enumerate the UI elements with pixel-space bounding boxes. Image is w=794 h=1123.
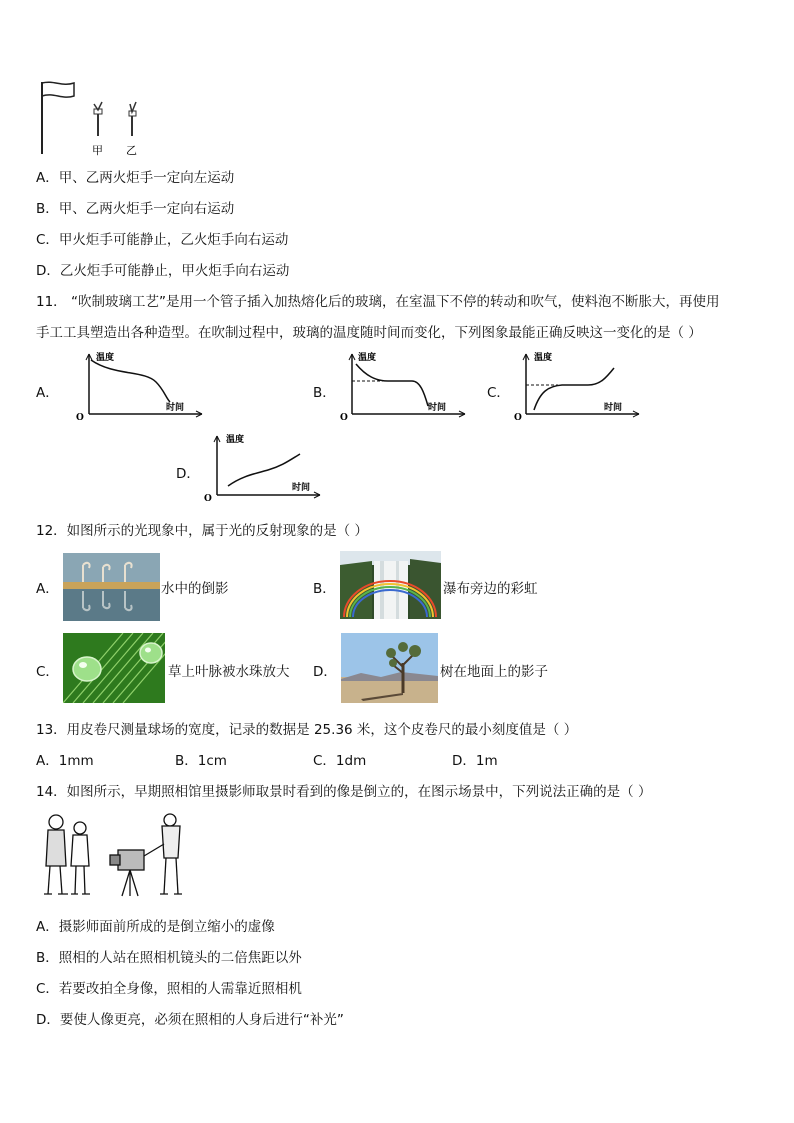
origin-label: O bbox=[340, 413, 348, 420]
torch-yi-icon bbox=[129, 102, 136, 136]
couple-icon bbox=[44, 815, 90, 894]
q11-option-d-letter[interactable]: D． bbox=[176, 466, 200, 482]
q14-stem: 14．如图所示，早期照相馆里摄影师取景时看到的像是倒立的，在图示场景中，下列说法正确的是（ ） bbox=[36, 784, 652, 800]
flag-icon bbox=[42, 82, 74, 97]
origin-label: O bbox=[514, 413, 522, 420]
q14-option-b[interactable]: B．照相的人站在照相机镜头的二倍焦距以外 bbox=[36, 950, 302, 966]
axis-y-label: 温度 bbox=[534, 353, 553, 363]
q11-option-c-letter[interactable]: C． bbox=[487, 385, 510, 401]
origin-label: O bbox=[76, 413, 84, 420]
q12-option-c-caption: 草上叶脉被水珠放大 bbox=[168, 664, 290, 680]
q10-option-b[interactable]: B．甲、乙两火炬手一定向右运动 bbox=[36, 201, 235, 217]
leaf-waterdrop-photo[interactable] bbox=[63, 633, 165, 703]
q12-option-d-caption: 树在地面上的影子 bbox=[440, 664, 548, 680]
label-yi: 乙 bbox=[126, 144, 137, 157]
photographer-camera-figure bbox=[40, 812, 190, 902]
q11-graph-c[interactable] bbox=[514, 350, 644, 420]
q12-option-c-letter[interactable]: C． bbox=[36, 664, 59, 680]
q13-option-c[interactable]: C．1dm bbox=[313, 753, 367, 769]
q14-option-c[interactable]: C．若要改拍全身像，照相的人需靠近照相机 bbox=[36, 981, 302, 997]
q11-stem-line1: 11． “吹制玻璃工艺”是用一个管子插入加热熔化后的玻璃，在室温下不停的转动和吹气，使料泡不断胀大，再使用 bbox=[36, 294, 720, 310]
q11-stem-line2: 手工工具塑造出各种造型。在吹制过程中，玻璃的温度随时间而变化，下列图象最能正确反映这一变化的是（ ） bbox=[36, 325, 702, 341]
q11-option-b-letter[interactable]: B． bbox=[313, 385, 336, 401]
q14-option-d[interactable]: D．要使人像更亮，必须在照相的人身后进行“补光” bbox=[36, 1012, 344, 1028]
axis-x-label: 时间 bbox=[604, 403, 623, 413]
q13-option-b[interactable]: B．1cm bbox=[175, 753, 227, 769]
axis-x-label: 时间 bbox=[166, 403, 185, 413]
q10-option-d[interactable]: D．乙火炬手可能静止，甲火炬手向右运动 bbox=[36, 263, 290, 279]
origin-label: O bbox=[204, 494, 212, 502]
waterfall-rainbow-photo[interactable] bbox=[340, 551, 441, 619]
q11-graph-d[interactable] bbox=[204, 432, 324, 502]
label-jia: 甲 bbox=[92, 144, 103, 157]
tree-shadow-photo[interactable] bbox=[341, 633, 438, 703]
camera-icon bbox=[110, 850, 144, 896]
q12-option-a-caption: 水中的倒影 bbox=[161, 581, 229, 597]
axis-x-label: 时间 bbox=[292, 483, 311, 493]
q11-option-a-letter[interactable]: A． bbox=[36, 385, 59, 401]
q10-option-c[interactable]: C．甲火炬手可能静止，乙火炬手向右运动 bbox=[36, 232, 289, 248]
torch-flag-figure bbox=[36, 78, 156, 158]
axis-y-label: 温度 bbox=[226, 435, 245, 445]
q13-stem: 13．用皮卷尺测量球场的宽度，记录的数据是 25.36 米，这个皮卷尺的最小刻度值是（ ） bbox=[36, 722, 578, 738]
q12-option-a-letter[interactable]: A． bbox=[36, 581, 59, 597]
axis-x-label: 时间 bbox=[428, 403, 447, 413]
q12-option-d-letter[interactable]: D． bbox=[313, 664, 337, 680]
reflection-photo[interactable] bbox=[63, 553, 160, 621]
axis-y-label: 温度 bbox=[96, 353, 115, 363]
q14-option-a[interactable]: A．摄影师面前所成的是倒立缩小的虚像 bbox=[36, 919, 275, 935]
torch-jia-icon bbox=[94, 102, 102, 136]
axis-y-label: 温度 bbox=[358, 353, 377, 363]
q12-option-b-letter[interactable]: B． bbox=[313, 581, 336, 597]
q13-option-d[interactable]: D．1m bbox=[452, 753, 498, 769]
inverted-photographer-icon bbox=[144, 814, 182, 894]
q11-graph-a[interactable] bbox=[74, 350, 204, 420]
q12-stem: 12．如图所示的光现象中，属于光的反射现象的是（ ） bbox=[36, 523, 368, 539]
q11-graph-b[interactable] bbox=[340, 350, 470, 420]
q10-option-a[interactable]: A．甲、乙两火炬手一定向左运动 bbox=[36, 170, 235, 186]
q13-option-a[interactable]: A．1mm bbox=[36, 753, 94, 769]
q12-option-b-caption: 瀑布旁边的彩虹 bbox=[443, 581, 538, 597]
